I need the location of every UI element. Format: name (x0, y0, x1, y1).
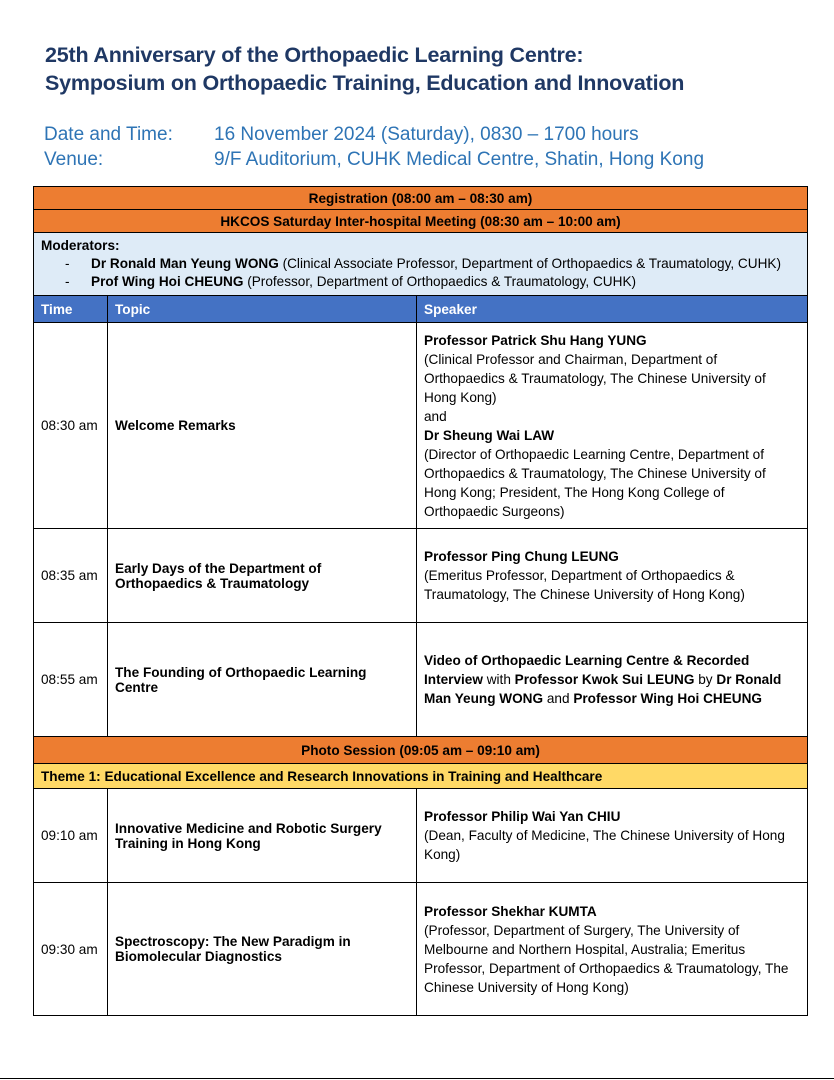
session-speaker (417, 323, 808, 529)
photo-session-row (34, 737, 808, 764)
date-value: 16 November 2024 (Saturday), 0830 – 1700 hours (214, 124, 639, 145)
moderators-cell (34, 233, 808, 296)
venue-label: Venue: (44, 149, 104, 170)
event-info (44, 122, 704, 172)
moderators-row (34, 233, 808, 296)
list-dash: - (65, 256, 70, 271)
session-time: 08:55 am (34, 623, 108, 737)
session-time: 08:30 am (34, 323, 108, 529)
moderator-item (41, 273, 800, 291)
registration-row (34, 187, 808, 210)
video-title: Video of Orthopaedic Learning Centre & Recorded Interview (424, 653, 750, 687)
speaker-description: (Clinical Professor and Chairman, Department of Orthopaedics & Traumatology, The Chinese University of Hong Kong) (424, 351, 766, 405)
venue-value: 9/F Auditorium, CUHK Medical Centre, Shatin, Hong Kong (214, 149, 705, 170)
speaker-name: Professor Shekhar KUMTA (424, 903, 597, 919)
theme-row (34, 764, 808, 789)
theme-1-band: Theme 1: Educational Excellence and Research Innovations in Training and Healthcare (34, 764, 808, 789)
venue-row (44, 147, 704, 172)
table-row (34, 883, 808, 1016)
moderator-desc: (Professor, Department of Orthopaedics & Traumatology, CUHK) (243, 274, 637, 289)
table-row (34, 529, 808, 623)
session-topic: The Founding of Orthopaedic Learning Centre (108, 623, 417, 737)
session-speaker (417, 623, 808, 737)
speaker-name: Professor Patrick Shu Hang YUNG (424, 332, 647, 348)
meeting-band: HKCOS Saturday Inter-hospital Meeting (08:30 am – 10:00 am) (34, 210, 808, 233)
date-row (44, 122, 704, 147)
session-speaker (417, 789, 808, 883)
speaker-name: Professor Wing Hoi CHEUNG (573, 691, 763, 706)
photo-session-band: Photo Session (09:05 am – 09:10 am) (34, 737, 808, 764)
title-line-1: 25th Anniversary of the Orthopaedic Learning Centre: (45, 43, 584, 67)
page-title (45, 41, 684, 97)
interviewee-name: Professor Kwok Sui LEUNG (514, 672, 695, 687)
table-row (34, 789, 808, 883)
page-bottom-rule (0, 1078, 834, 1079)
speaker-connector: and (424, 408, 447, 424)
date-label: Date and Time: (44, 124, 173, 145)
text-and: and (543, 691, 574, 706)
text-by: by (694, 672, 717, 687)
session-topic: Early Days of the Department of Orthopaedics & Traumatology (108, 529, 417, 623)
moderator-name: Prof Wing Hoi CHEUNG (91, 274, 244, 289)
session-topic: Spectroscopy: The New Paradigm in Biomolecular Diagnostics (108, 883, 417, 1016)
table-row (34, 323, 808, 529)
speaker-description: (Dean, Faculty of Medicine, The Chinese University of Hong Kong) (424, 828, 785, 862)
session-topic: Welcome Remarks (108, 323, 417, 529)
session-speaker (417, 529, 808, 623)
moderator-desc: (Clinical Associate Professor, Department of Orthopaedics & Traumatology, CUHK) (278, 256, 781, 271)
column-header-topic: Topic (108, 296, 417, 323)
speaker-description: (Emeritus Professor, Department of Orthopaedics & Traumatology, The Chinese University of Hong Kong) (424, 568, 745, 602)
speaker-name: Dr Sheung Wai LAW (424, 427, 555, 443)
speaker-description: (Director of Orthopaedic Learning Centre, Department of Orthopaedics & Traumatology, The Chinese University of Hong Kong; President, The Hong Kong College of Orthopaedic Surgeons) (424, 446, 766, 519)
session-time: 09:10 am (34, 789, 108, 883)
column-header-speaker: Speaker (417, 296, 808, 323)
speaker-name: Professor Ping Chung LEUNG (424, 549, 619, 564)
speaker-description: (Professor, Department of Surgery, The University of Melbourne and Northern Hospital, Australia; Emeritus Professor, Department of Orthopaedics & Traumatology, The Chinese University of Hong Kong) (424, 922, 789, 995)
list-dash: - (65, 274, 70, 289)
moderator-item (41, 255, 800, 273)
speaker-name: Dr Ronald Man Yeung WONG (424, 672, 782, 706)
table-row (34, 623, 808, 737)
speaker-name: Professor Philip Wai Yan CHIU (424, 809, 621, 824)
registration-band: Registration (08:00 am – 08:30 am) (34, 187, 808, 210)
schedule-table (33, 186, 808, 1016)
session-time: 08:35 am (34, 529, 108, 623)
column-header-row (34, 296, 808, 323)
session-speaker (417, 883, 808, 1016)
text-with: with (482, 672, 515, 687)
session-topic: Innovative Medicine and Robotic Surgery Training in Hong Kong (108, 789, 417, 883)
moderators-heading: Moderators: (41, 238, 120, 253)
moderator-name: Dr Ronald Man Yeung WONG (91, 256, 279, 271)
meeting-row (34, 210, 808, 233)
title-line-2: Symposium on Orthopaedic Training, Education and Innovation (45, 71, 685, 95)
session-time: 09:30 am (34, 883, 108, 1016)
column-header-time: Time (34, 296, 108, 323)
